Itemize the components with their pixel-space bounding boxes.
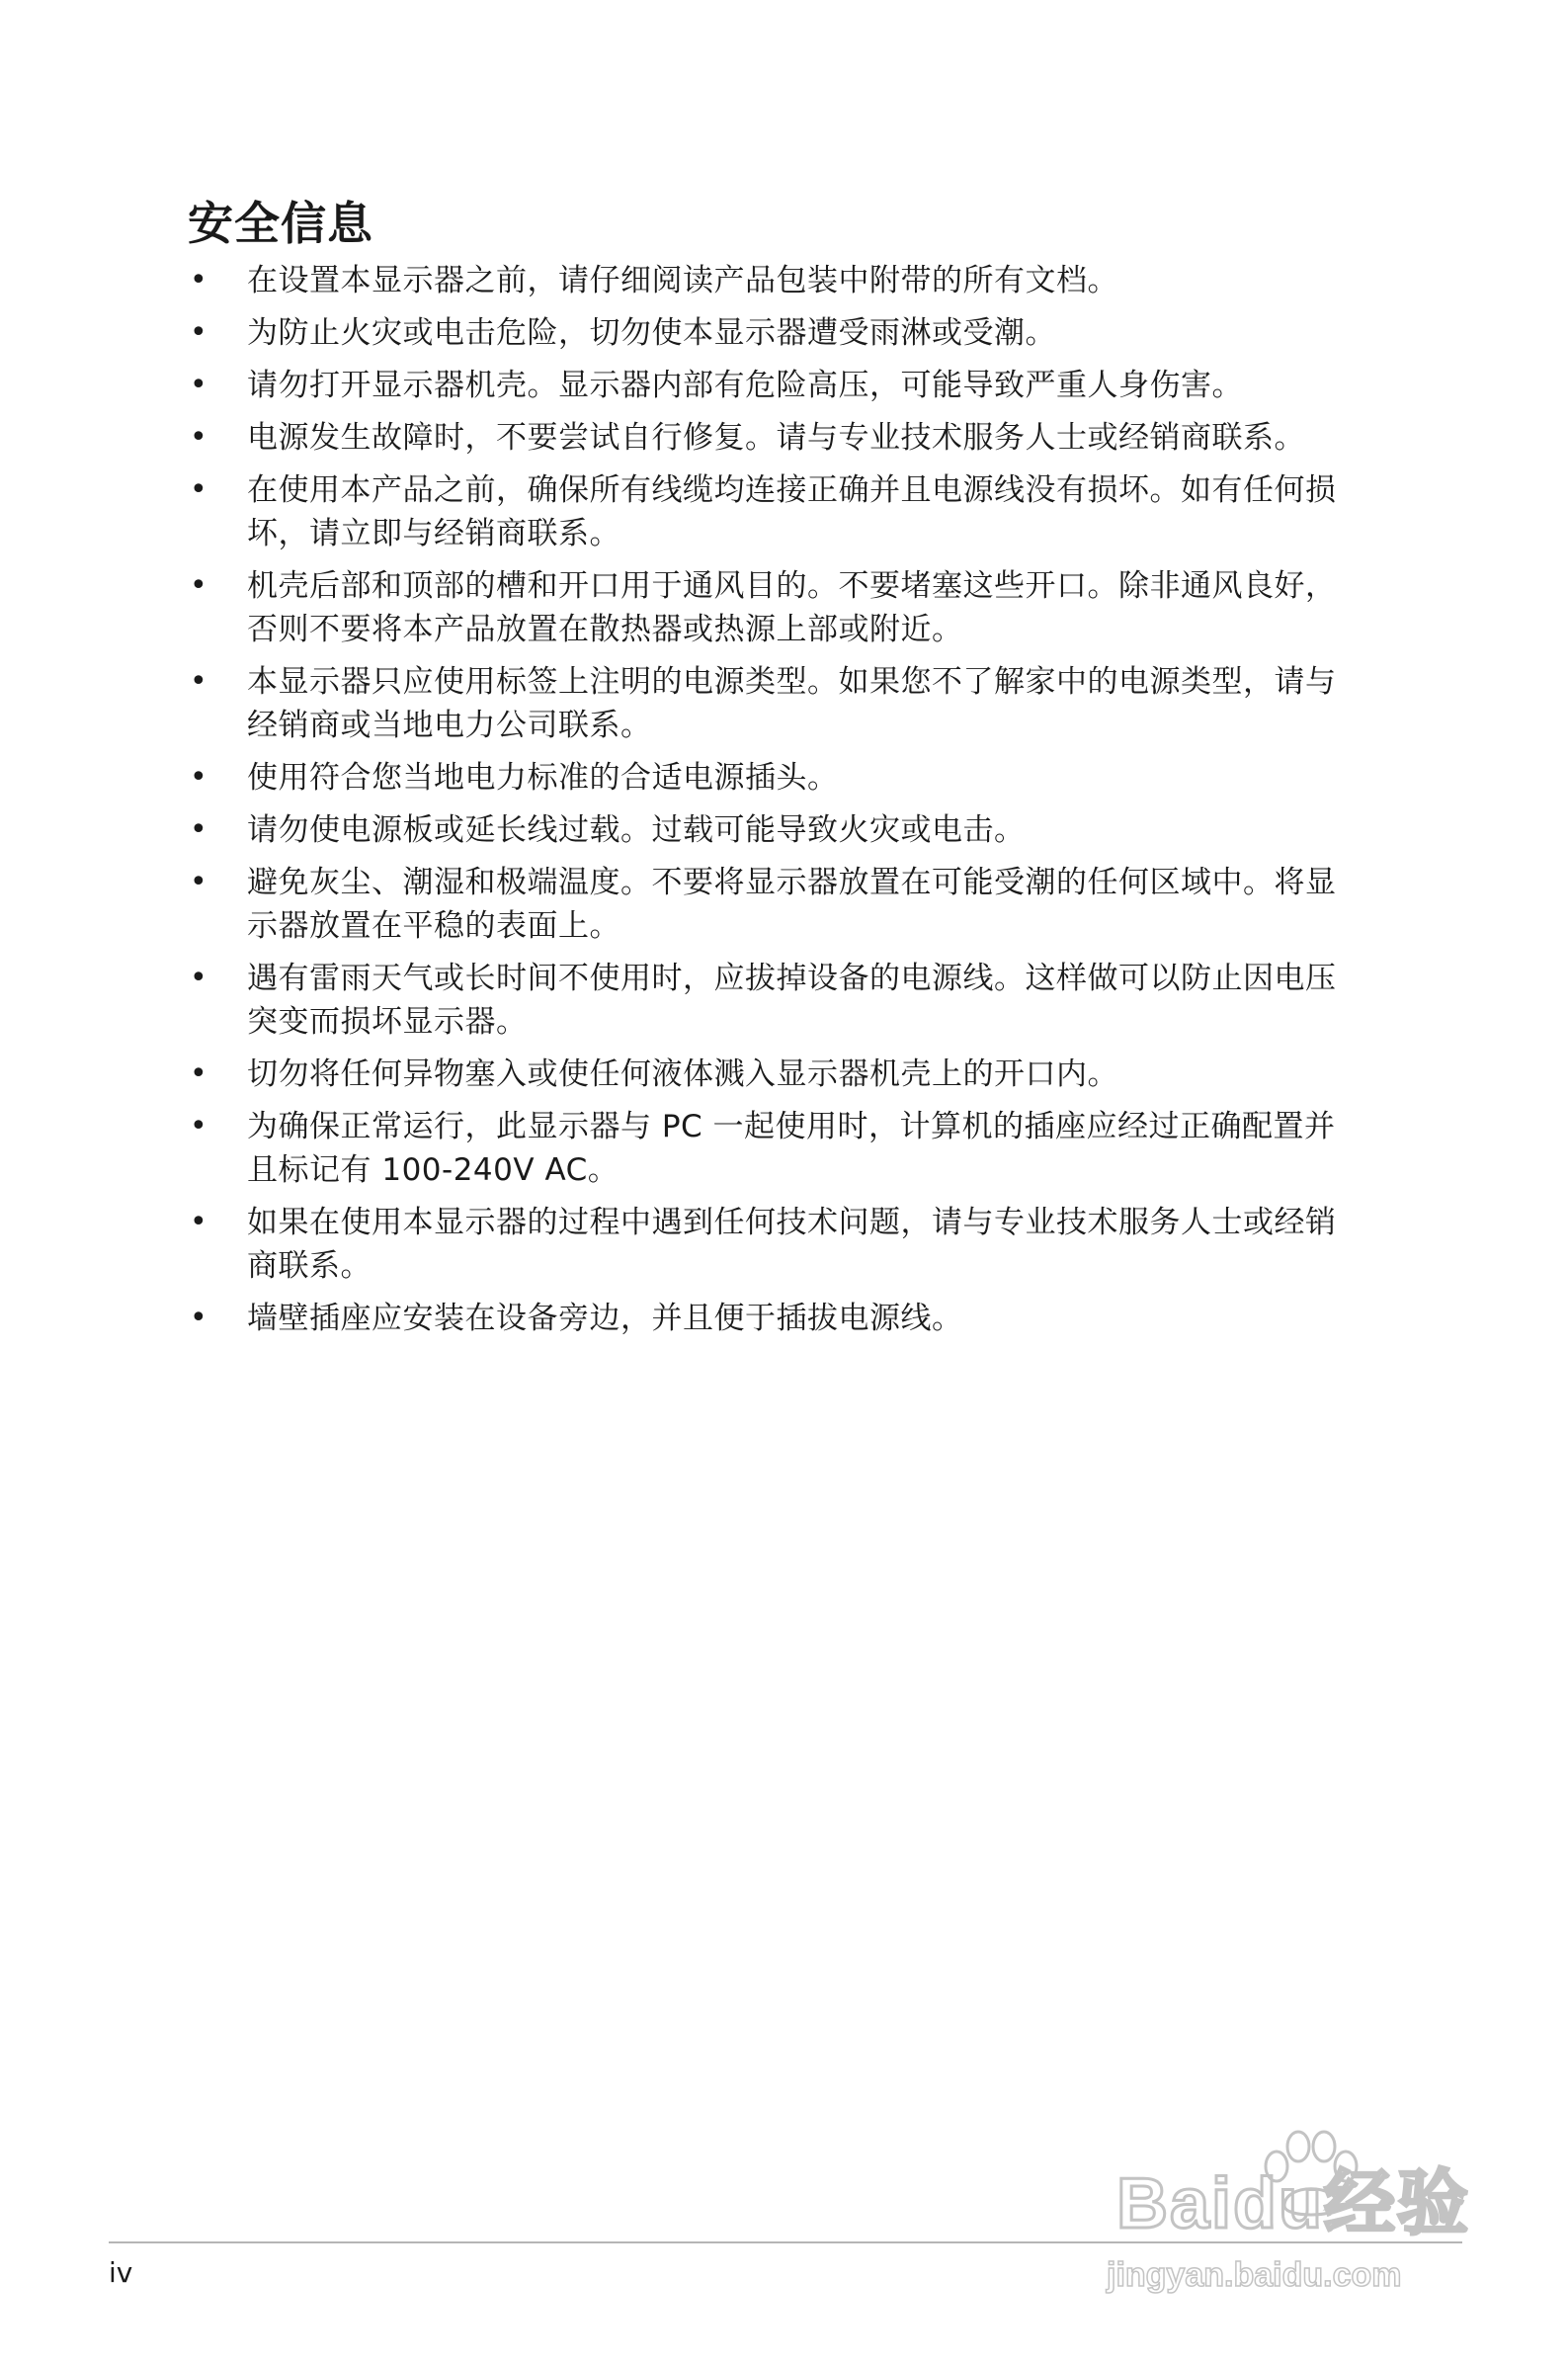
bullet-icon: • — [190, 865, 208, 899]
safety-item — [188, 1201, 1354, 1288]
safety-item-text: 电源发生故障时，不要尝试自行修复。请与专业技术服务人士或经销商联系。 — [247, 420, 1305, 456]
safety-item-text: 避免灰尘、潮湿和极端温度。不要将显示器放置在可能受潮的任何区域中。将显示器放置在平稳的表面上。 — [247, 865, 1337, 944]
safety-info-list — [188, 259, 1354, 1349]
bullet-icon: • — [190, 315, 208, 350]
bullet-icon: • — [190, 961, 208, 995]
baidu-jingyan-watermark — [1087, 2125, 1482, 2322]
bullet-icon: • — [190, 568, 208, 603]
bullet-icon: • — [190, 263, 208, 297]
safety-item-text: 为防止火灾或电击危险，切勿使本显示器遭受雨淋或受潮。 — [247, 315, 1056, 351]
bullet-icon: • — [190, 1301, 208, 1335]
safety-item-text: 切勿将任何异物塞入或使任何液体溅入显示器机壳上的开口内。 — [247, 1056, 1118, 1092]
safety-item — [188, 259, 1354, 302]
safety-item-text: 请勿使电源板或延长线过载。过载可能导致火灾或电击。 — [247, 812, 1026, 848]
safety-item-text: 遇有雷雨天气或长时间不使用时，应拔掉设备的电源线。这样做可以防止因电压突变而损坏显示器。 — [247, 961, 1337, 1040]
bullet-icon: • — [190, 664, 208, 699]
safety-item — [188, 660, 1354, 747]
safety-item — [188, 1105, 1354, 1192]
bullet-icon: • — [190, 1056, 208, 1091]
watermark-url: jingyan.baidu.com — [1107, 2256, 1402, 2294]
safety-item — [188, 468, 1354, 555]
safety-item-text: 在使用本产品之前，确保所有线缆均连接正确并且电源线没有损坏。如有任何损坏，请立即与经销商联系。 — [247, 472, 1337, 551]
safety-item — [188, 364, 1354, 407]
safety-item-text: 如果在使用本显示器的过程中遇到任何技术问题，请与专业技术服务人士或经销商联系。 — [247, 1205, 1337, 1284]
safety-item — [188, 311, 1354, 355]
safety-item-text: 在设置本显示器之前，请仔细阅读产品包装中附带的所有文档。 — [247, 263, 1118, 298]
safety-item-text: 墙壁插座应安装在设备旁边，并且便于插拔电源线。 — [247, 1301, 963, 1336]
bullet-icon: • — [190, 760, 208, 795]
safety-item — [188, 808, 1354, 852]
watermark-logo-text: Baidu经验 — [1116, 2164, 1471, 2243]
bullet-icon: • — [190, 420, 208, 455]
safety-item — [188, 756, 1354, 800]
bullet-icon: • — [190, 472, 208, 507]
safety-item — [188, 416, 1354, 460]
safety-item — [188, 564, 1354, 651]
safety-item-text: 使用符合您当地电力标准的合适电源插头。 — [247, 760, 839, 796]
bullet-icon: • — [190, 368, 208, 402]
safety-item — [188, 957, 1354, 1044]
bullet-icon: • — [190, 812, 208, 847]
bullet-icon: • — [190, 1205, 208, 1239]
section-title: 安全信息 — [188, 197, 373, 250]
safety-item — [188, 1297, 1354, 1340]
safety-item — [188, 1053, 1354, 1096]
safety-item-text: 为确保正常运行，此显示器与 PC 一起使用时，计算机的插座应经过正确配置并且标记有 100-240V AC。 — [247, 1109, 1336, 1188]
bullet-icon: • — [190, 1109, 208, 1143]
page-number: iv — [109, 2256, 133, 2289]
safety-item-text: 本显示器只应使用标签上注明的电源类型。如果您不了解家中的电源类型，请与经销商或当地电力公司联系。 — [247, 664, 1337, 743]
safety-item-text: 机壳后部和顶部的槽和开口用于通风目的。不要堵塞这些开口。除非通风良好，否则不要将本产品放置在散热器或热源上部或附近。 — [247, 568, 1337, 647]
safety-item — [188, 861, 1354, 948]
safety-item-text: 请勿打开显示器机壳。显示器内部有危险高压，可能导致严重人身伤害。 — [247, 368, 1243, 403]
